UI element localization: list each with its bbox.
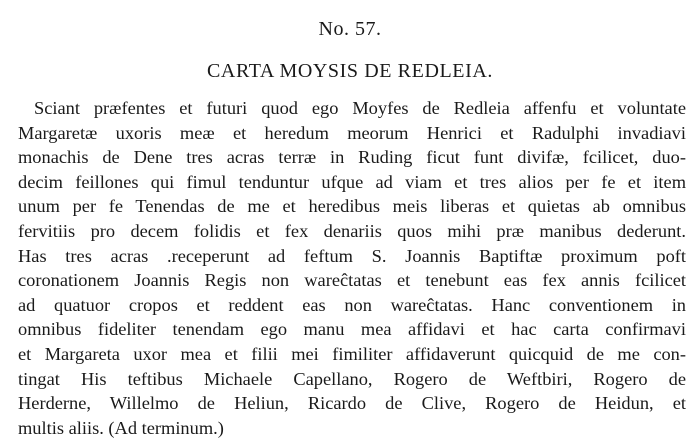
document-title: CARTA MOYSIS DE REDLEIA. xyxy=(206,60,494,82)
text-line: fervitiis pro decem folidis et fex denariis quos mihi præ manibus dederunt. xyxy=(18,220,686,241)
text-line: monachis de Dene tres acras terræ in Ruding ficut funt divifæ, fcilicet, duo- xyxy=(18,147,686,168)
text-line: multis aliis. (Ad terminum.) xyxy=(18,417,224,438)
text-line: omnibus fideliter tenendam ego manu mea affidavi et hac carta confirmavi xyxy=(18,319,686,340)
charter-text xyxy=(18,96,686,440)
text-line: ad quatuor cropos et reddent eas non wareĉtatas. Hanc conventionem in xyxy=(18,294,686,315)
document-number: No. 57. xyxy=(318,18,382,40)
text-line: Sciant præfentes et futuri quod ego Moyfes de Redleia affenfu et voluntate xyxy=(34,98,686,118)
text-line: tingat His teftibus Michaele Capellano, Rogero de Weftbiri, Rogero de xyxy=(18,368,686,389)
text-line: Has tres acras .receperunt ad feftum S. Joannis Baptiftæ proximum poft xyxy=(18,245,686,266)
text-line: decim feillones qui fimul tenduntur ufque ad viam et tres alios per fe et item xyxy=(18,171,686,192)
text-line: et Margareta uxor mea et filii mei fimiliter affidaverunt quicquid de me con- xyxy=(18,343,686,364)
text-line: Margaretæ uxoris meæ et heredum meorum Henrici et Radulphi invadiavi xyxy=(18,122,686,143)
text-line: Herderne, Willelmo de Heliun, Ricardo de Clive, Rogero de Heidun, et xyxy=(18,393,686,414)
text-line: unum per fe Tenendas de me et heredibus meis liberas et quietas ab omnibus xyxy=(18,196,686,217)
text-line: coronationem Joannis Regis non wareĉtatas et tenebunt eas fex annis fcilicet xyxy=(18,270,686,291)
